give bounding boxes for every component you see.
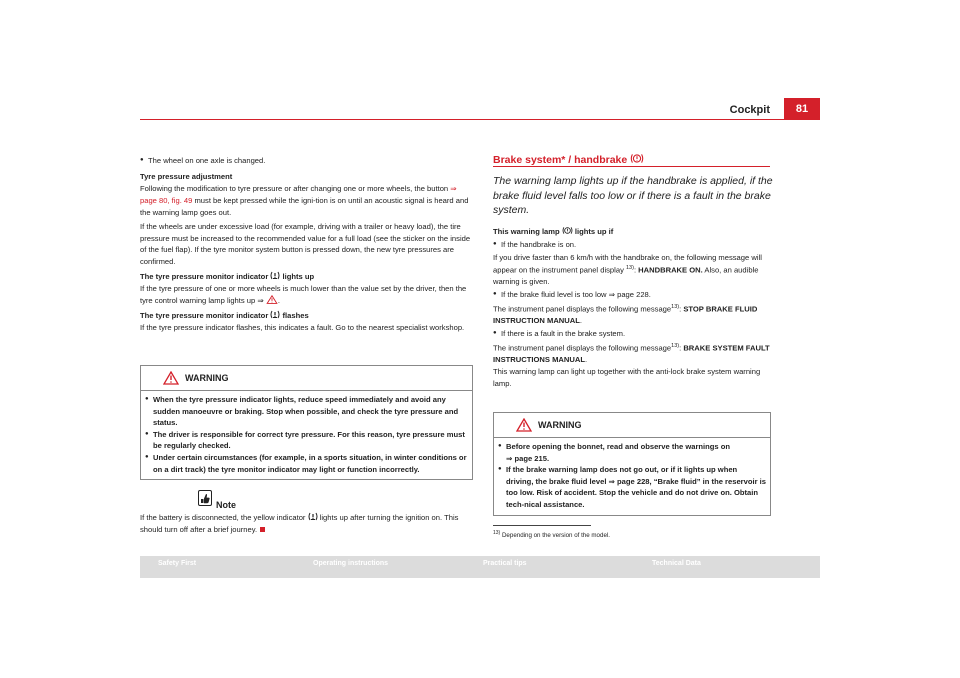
warning-triangle-icon: [516, 418, 532, 432]
warning-box-brake: [493, 412, 771, 516]
section-divider: [493, 166, 770, 167]
tyre-pressure-icon: [270, 271, 280, 280]
note-text: If the battery is disconnected, the yellow indicator lights up after turning the ignition on. This should turn off after a brief journey.: [140, 513, 459, 534]
section-lead: The warning lamp lights up if the handbrake is applied, if the brake fluid level falls too low or if there is a fault in the brake system.: [493, 175, 773, 216]
indicator-flashes-heading: The tyre pressure monitor indicator flashes: [140, 310, 309, 320]
brake-warning-icon: [630, 153, 644, 164]
footer-tab-operating-instructions[interactable]: Operating instructions: [313, 560, 389, 567]
abs-para: This warning lamp can light up together with the anti-lock brake system warning lamp.: [493, 367, 761, 389]
bullet-wheel-changed: ● The wheel on one axle is changed.: [140, 155, 472, 167]
end-marker: [260, 527, 265, 532]
tyre-pressure-adjustment-para: Following the modification to tyre pressure or after changing one or more wheels, the button ⇒ page 80, fig. 49 must be kept pressed while the igni-tion is on until an acoustic signal is heard and the warning lamp goes out.: [140, 184, 469, 217]
footer-nav: [140, 556, 820, 578]
warning-item: ● Under certain circumstances (for example, in a sports situation, in winter conditions or on a dirt track) the tyre monitor indicator may light or function incorrectly.: [145, 452, 468, 475]
footnote-divider: [493, 525, 591, 526]
warning-header: [141, 366, 472, 390]
footer-tab-safety-first[interactable]: Safety First: [158, 560, 197, 567]
bullet-fluid-low: ● If the brake fluid level is too low ⇒ page 228.: [493, 289, 773, 301]
page-80-link[interactable]: ⇒ page 80, fig. 49: [140, 184, 457, 205]
footer-tab-practical-tips[interactable]: Practical tips: [483, 560, 527, 567]
right-column: [493, 226, 773, 391]
warning-triangle-icon: [163, 371, 179, 385]
page-number: 81: [784, 98, 820, 120]
tyre-pressure-icon: [308, 512, 318, 521]
warning-item: ● Before opening the bonnet, read and observe the warnings on ⇒ page 215.: [498, 441, 766, 464]
footer-tab-technical-data[interactable]: Technical Data: [652, 560, 701, 567]
bullet-handbrake-on: ● If the handbrake is on.: [493, 239, 773, 251]
indicator-flashes-para: If the tyre pressure indicator flashes, this indicates a fault. Go to the nearest specialist workshop.: [140, 323, 465, 333]
brake-warning-icon: [562, 226, 573, 235]
handbrake-para: If you drive faster than 6 km/h with the handbrake on, the following message will appear on the instrument panel display $^{13)}$: HANDBRAKE ON. Also, an audible warning is given.: [493, 252, 762, 287]
tyre-pressure-adjustment-heading: Tyre pressure adjustment: [140, 171, 233, 181]
bullet-system-fault: ● If there is a fault in the brake system.: [493, 328, 773, 340]
warning-label: WARNING: [538, 420, 582, 430]
fluid-message-para: The instrument panel displays the following message$^{13)}$: STOP BRAKE FLUID INSTRUCTION MANUAL.: [493, 303, 758, 325]
tyre-pressure-icon: [270, 310, 280, 319]
warning-item: ● If the brake warning lamp does not go out, or if it lights up when driving, the brake fluid level ⇒ page 228, “Brake fluid” in the reservoir is too low. Risk of accident. Stop the vehicle and do not drive on. Obtain tech-nical assistance.: [498, 464, 766, 510]
warning-item: ● When the tyre pressure indicator lights, reduce speed immediately and avoid any sudden manoeuvre or braking. Stop when possible, and check the tyre pressure and status.: [145, 394, 468, 429]
note-icon: [198, 490, 212, 506]
left-column: [140, 155, 472, 335]
footnote: $^{13)}$ Depending on the version of the model.: [493, 530, 610, 540]
warning-triangle-icon: [266, 295, 278, 304]
note-label: Note: [216, 500, 236, 510]
indicator-lights-heading: The tyre pressure monitor indicator lights up: [140, 271, 315, 281]
excessive-load-para: If the wheels are under excessive load (for example, driving with a trailer or heavy load), the tire pressure must be increased to the recommended value for a full load (see the sticker on the inside of the fuel flap). If the tyre monitor system button is pressed down, the new tyre pressures are confirmed.: [140, 222, 471, 266]
indicator-lights-para: If the tyre pressure of one or more wheels is much lower than the value set by the driver, then the tyre control warning lamp lights up ⇒ .: [140, 284, 467, 305]
header-divider: [140, 119, 820, 120]
page-header-title: Cockpit: [729, 104, 770, 116]
warning-box-tyre: [140, 365, 473, 480]
lamp-heading: This warning lamp lights up if: [493, 227, 614, 236]
warning-header: [494, 413, 770, 437]
section-title: Brake system* / handbrake: [493, 153, 644, 166]
fault-message-para: The instrument panel displays the following message$^{13)}$: BRAKE SYSTEM FAULT INSTRUCTIONS MANUAL.: [493, 342, 770, 364]
warning-item: ● The driver is responsible for correct tyre pressure. For this reason, tyre pressure must be regularly checked.: [145, 429, 468, 452]
warning-label: WARNING: [185, 373, 229, 383]
